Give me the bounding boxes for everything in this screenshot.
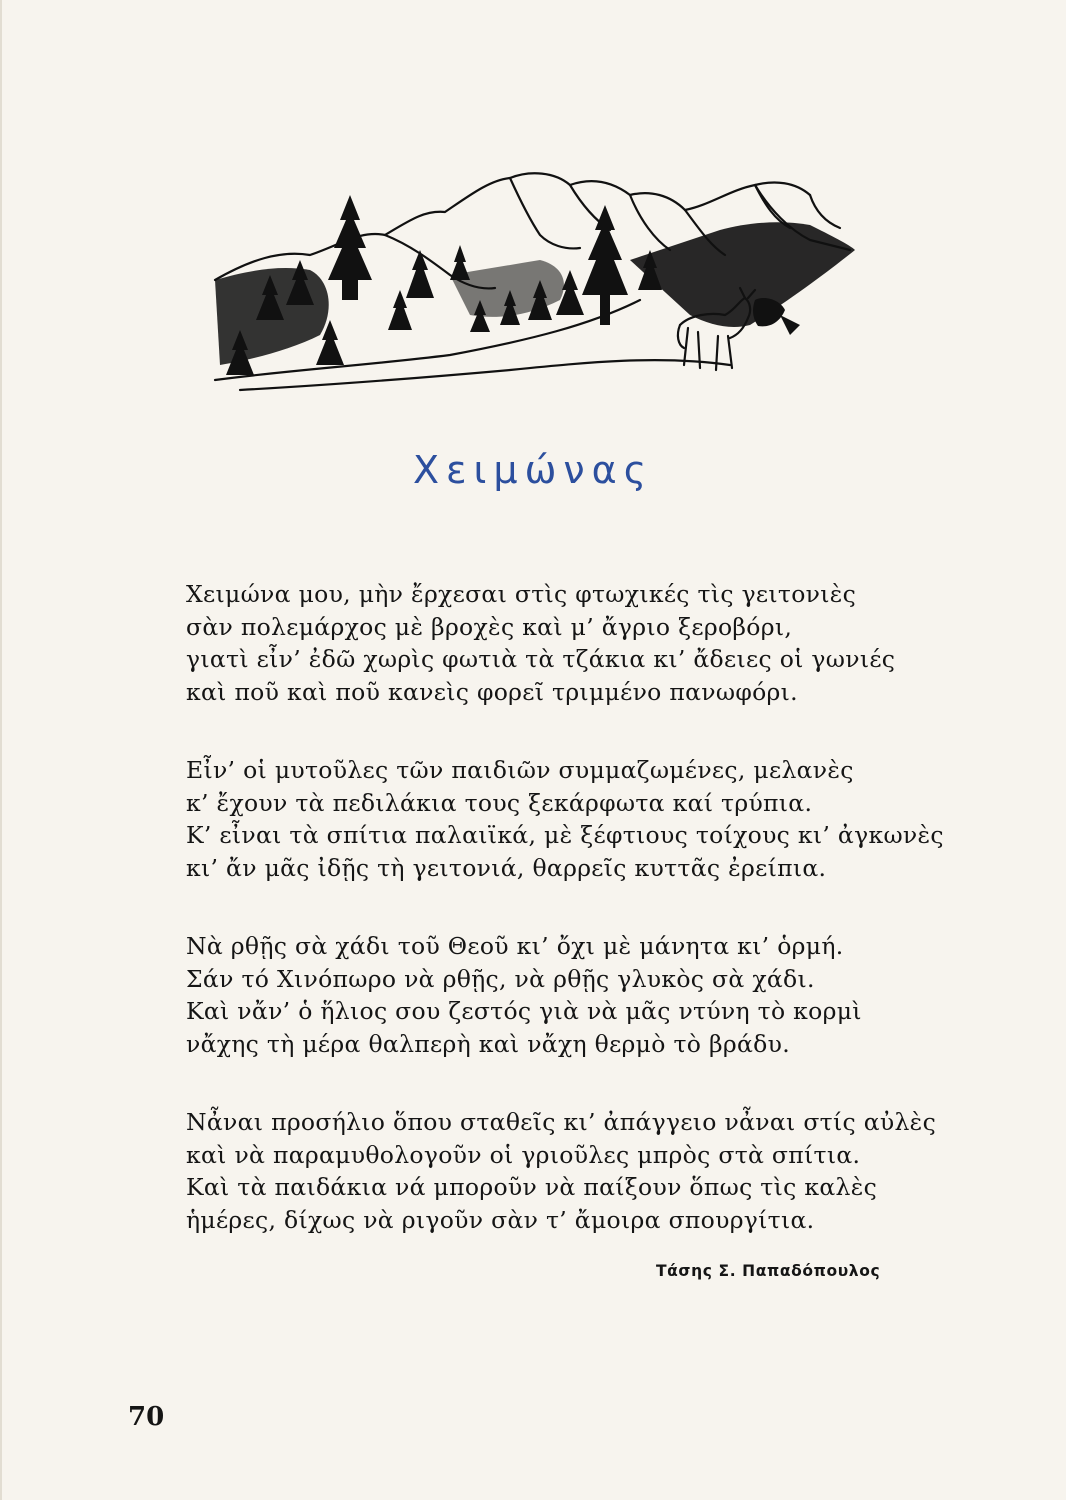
poem-line: Νὰ ρθῇς σὰ χάδι τοῦ Θεοῦ κι’ ὄχι μὲ μάνητα κι’ ὁρμή. bbox=[186, 932, 844, 960]
stanza-4 bbox=[186, 1106, 976, 1236]
poem-line: Καὶ νἄν’ ὁ ἥλιος σου ζεστός γιὰ νὰ μᾶς ντύνη τὸ κορμὶ bbox=[186, 997, 862, 1025]
poem-author: Τάσης Σ. Παπαδόπουλος bbox=[656, 1262, 881, 1280]
poem-line: κ’ ἔχουν τὰ πεδιλάκια τους ξεκάρφωτα καί τρύπια. bbox=[186, 788, 813, 817]
poem-title: Χειμώνας bbox=[412, 448, 653, 492]
poem-line: Σάν τό Χινόπωρο νὰ ρθῇς, νὰ ρθῇς γλυκὸς σὰ χάδι. bbox=[186, 964, 815, 993]
winter-mountain-illustration bbox=[210, 150, 860, 400]
poem-body bbox=[186, 578, 976, 1282]
poem-line: νἄχης τὴ μέρα θαλπερὴ καὶ νἄχη θερμὸ τὸ βράδυ. bbox=[186, 1029, 790, 1058]
poem-line: Καὶ τὰ παιδάκια νά μποροῦν νὰ παίξουν ὅπως τὶς καλὲς bbox=[186, 1173, 878, 1201]
poem-line: σὰν πολεμάρχος μὲ βροχὲς καὶ μ’ ἄγριο ξεροβόρι, bbox=[186, 612, 793, 641]
poem-line: Νἆναι προσήλιο ὅπου σταθεῖς κι’ ἀπάγγειο νἆναι στίς αὐλὲς bbox=[186, 1108, 937, 1136]
poem-line: Κ’ εἶναι τὰ σπίτια παλαιϊκά, μὲ ξέφτιους τοίχους κι’ ἀγκωνὲς bbox=[186, 821, 944, 849]
poem-line: ἡμέρες, δίχως νὰ ριγοῦν σὰν τ’ ἄμοιρα σπουργίτια. bbox=[186, 1205, 815, 1234]
poem-line: γιατὶ εἶν’ ἐδῶ χωρὶς φωτιὰ τὰ τζάκια κι’ ἄδειες οἱ γωνιές bbox=[186, 645, 896, 673]
poem-line: καὶ ποῦ καὶ ποῦ κανεὶς φορεῖ τριμμένο πανωφόρι. bbox=[186, 677, 798, 706]
stanza-1 bbox=[186, 578, 976, 708]
poem-line: Εἶν’ οἱ μυτοῦλες τῶν παιδιῶν συμμαζωμένες, μελανὲς bbox=[186, 756, 854, 784]
poem-line: Χειμώνα μου, μὴν ἔρχεσαι στὶς φτωχικές τὶς γειτονιὲς bbox=[186, 580, 857, 608]
stanza-2 bbox=[186, 754, 976, 884]
page-number: 70 bbox=[128, 1402, 165, 1432]
poem-line: κι’ ἄν μᾶς ἰδῇς τὴ γειτονιά, θαρρεῖς κυττᾶς ἐρείπια. bbox=[186, 853, 827, 882]
poem-line: καὶ νὰ παραμυθολογοῦν οἱ γριοῦλες μπρὸς στὰ σπίτια. bbox=[186, 1140, 861, 1169]
stanza-3 bbox=[186, 930, 976, 1060]
